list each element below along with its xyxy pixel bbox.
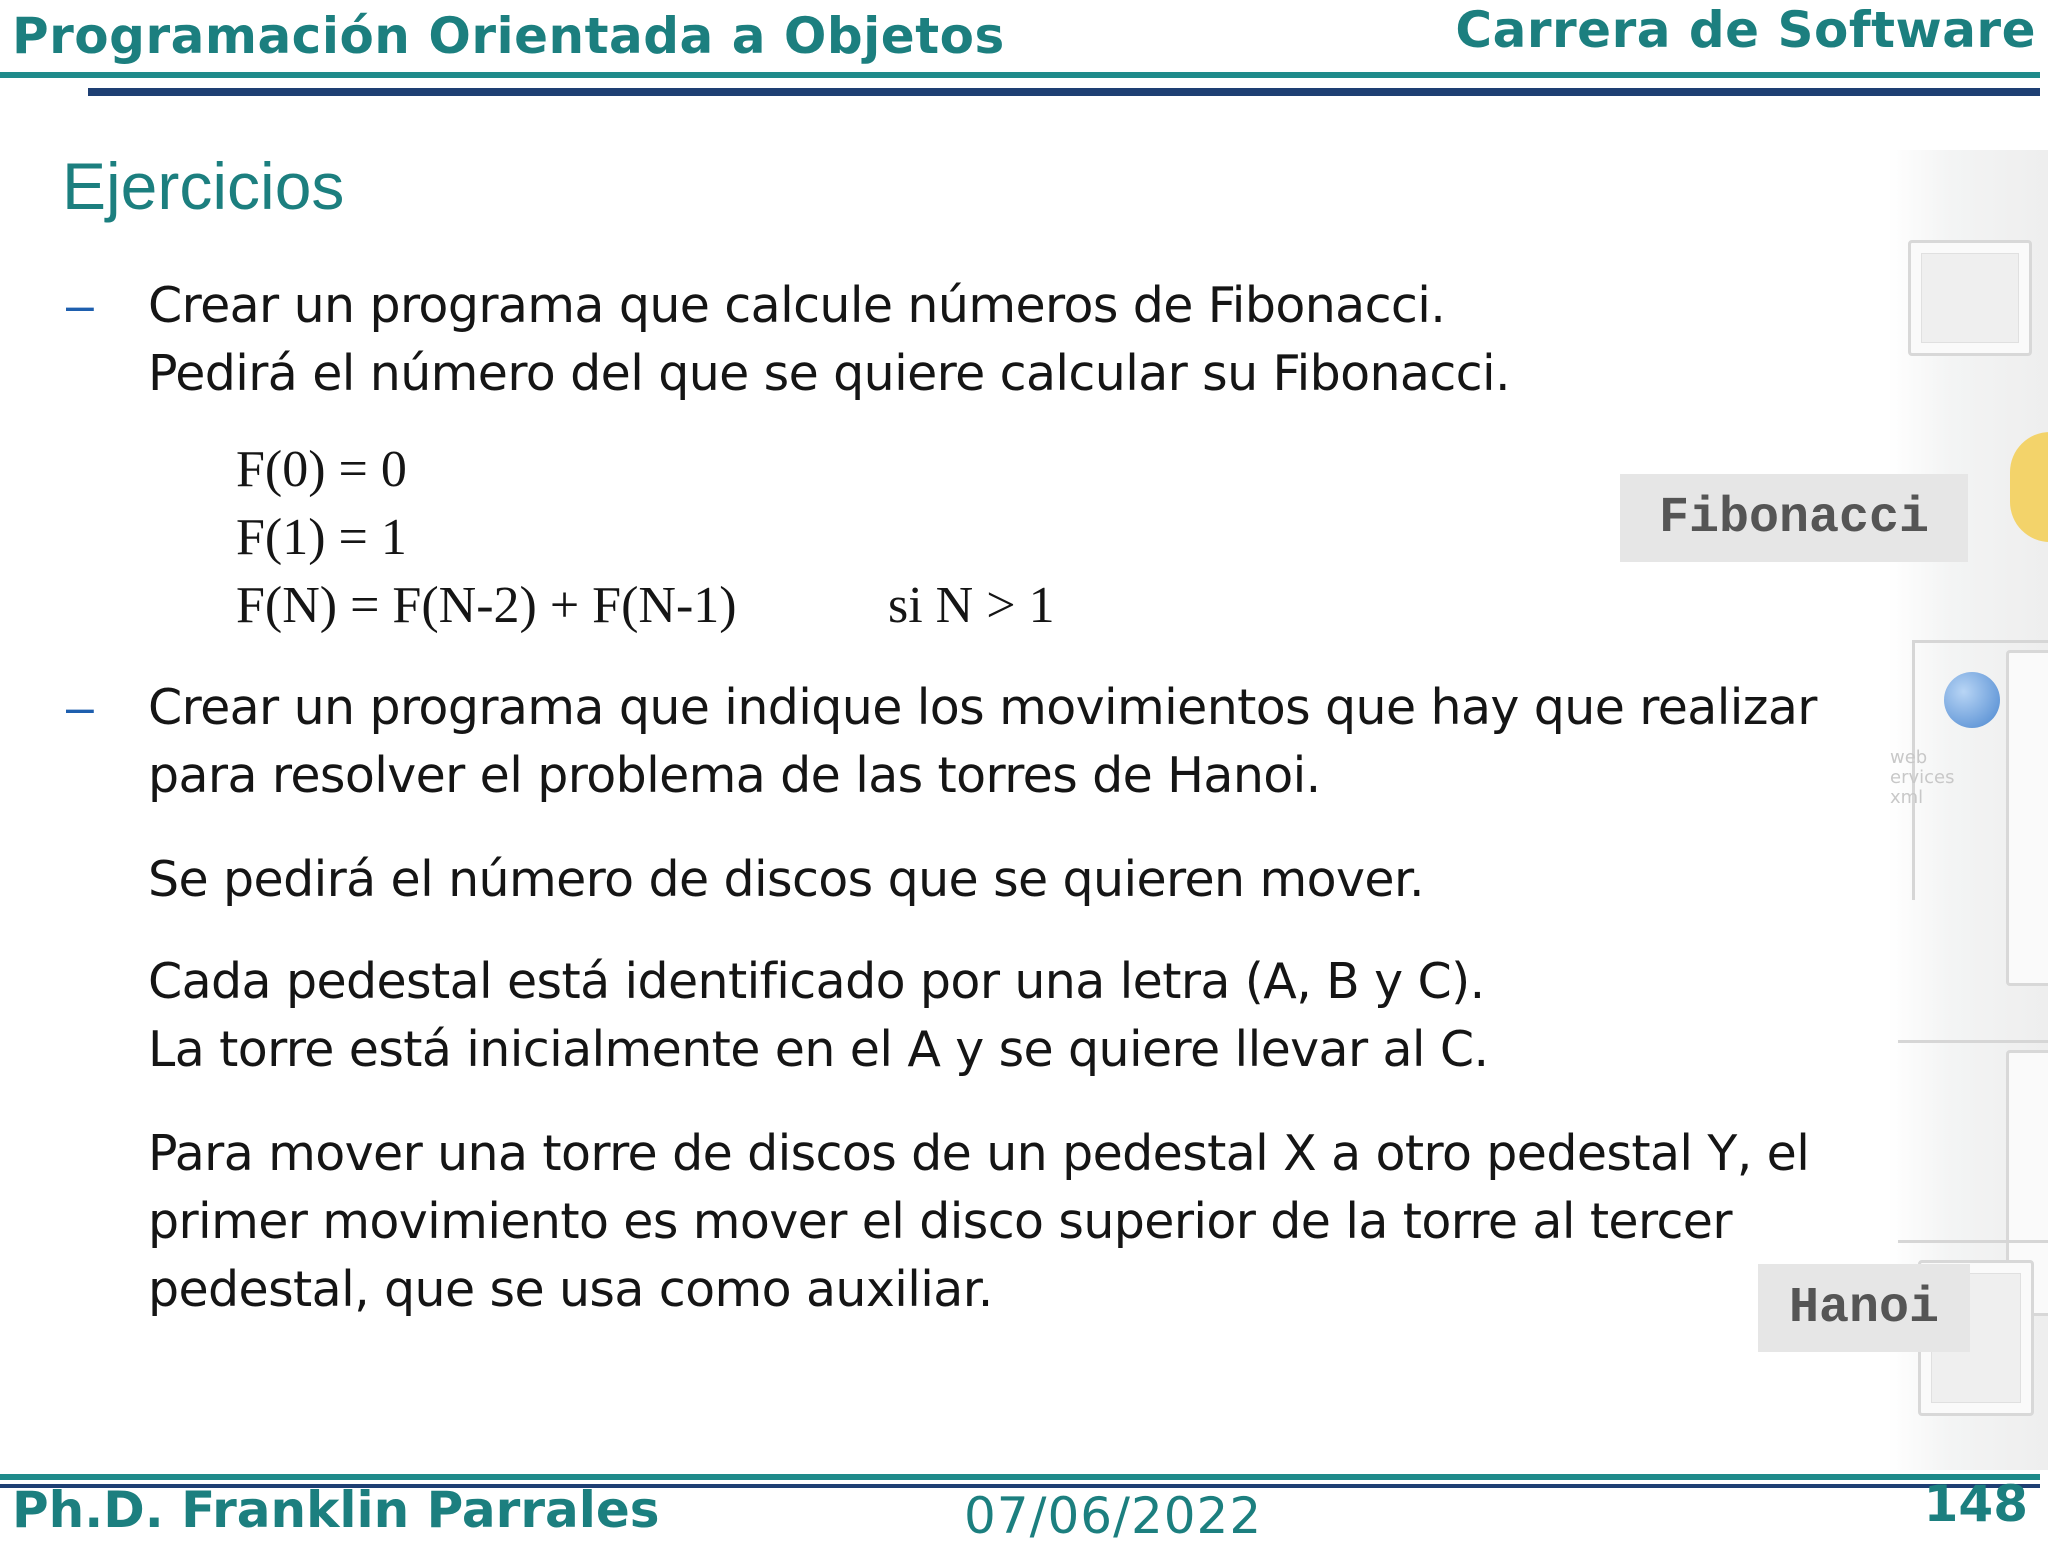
exercise2-line2: para resolver el problema de las torres de Hanoi. [148, 747, 1321, 804]
hanoi-tag: Hanoi [1758, 1264, 1970, 1352]
exercise2-disks-paragraph: Se pedirá el número de discos que se quieren mover. [148, 851, 1424, 908]
bullet-dash: – [66, 679, 94, 735]
exercise2-move-line3: pedestal, que se usa como auxiliar. [148, 1261, 993, 1318]
decorative-shape [2010, 432, 2048, 542]
formula-f1: F(1) = 1 [236, 509, 407, 566]
bullet-dash: – [66, 277, 94, 333]
header-divider-teal [0, 72, 2040, 78]
web-services-xml-icon: web ervices xml [1890, 747, 1955, 808]
connector-line [1898, 1240, 2048, 1243]
connector-line [1912, 640, 2048, 643]
fibonacci-tag: Fibonacci [1620, 474, 1968, 562]
exercise2-line1: Crear un programa que indique los movimientos que hay que realizar [148, 679, 1817, 736]
header-divider-navy [88, 88, 2040, 96]
page-number: 148 [1923, 1475, 2028, 1533]
server-icon [2006, 650, 2048, 986]
connector-line [1898, 1040, 2048, 1043]
exercise2-pedestal-line2: La torre está inicialmente en el A y se quiere llevar al C. [148, 1021, 1489, 1078]
exercise1-line2: Pedirá el número del que se quiere calcular su Fibonacci. [148, 345, 1511, 402]
footer-date: 07/06/2022 [964, 1487, 1263, 1545]
globe-icon [1944, 672, 2000, 728]
formula-f0: F(0) = 0 [236, 441, 407, 498]
monitor-icon [1908, 240, 2032, 356]
exercise2-move-line1: Para mover una torre de discos de un pedestal X a otro pedestal Y, el [148, 1125, 1810, 1182]
course-title: Programación Orientada a Objetos [12, 7, 1005, 65]
formula-condition: si N > 1 [888, 577, 1055, 634]
exercise2-pedestal-line1: Cada pedestal está identificado por una letra (A, B y C). [148, 953, 1485, 1010]
exercise2-move-line2: primer movimiento es mover el disco superior de la torre al tercer [148, 1193, 1732, 1250]
career-title: Carrera de Software [1455, 1, 2036, 59]
formula-fn: F(N) = F(N-2) + F(N-1) [236, 577, 737, 634]
footer-author: Ph.D. Franklin Parrales [12, 1481, 660, 1539]
exercise1-line1: Crear un programa que calcule números de Fibonacci. [148, 277, 1446, 334]
slide-title: Ejercicios [62, 149, 345, 223]
